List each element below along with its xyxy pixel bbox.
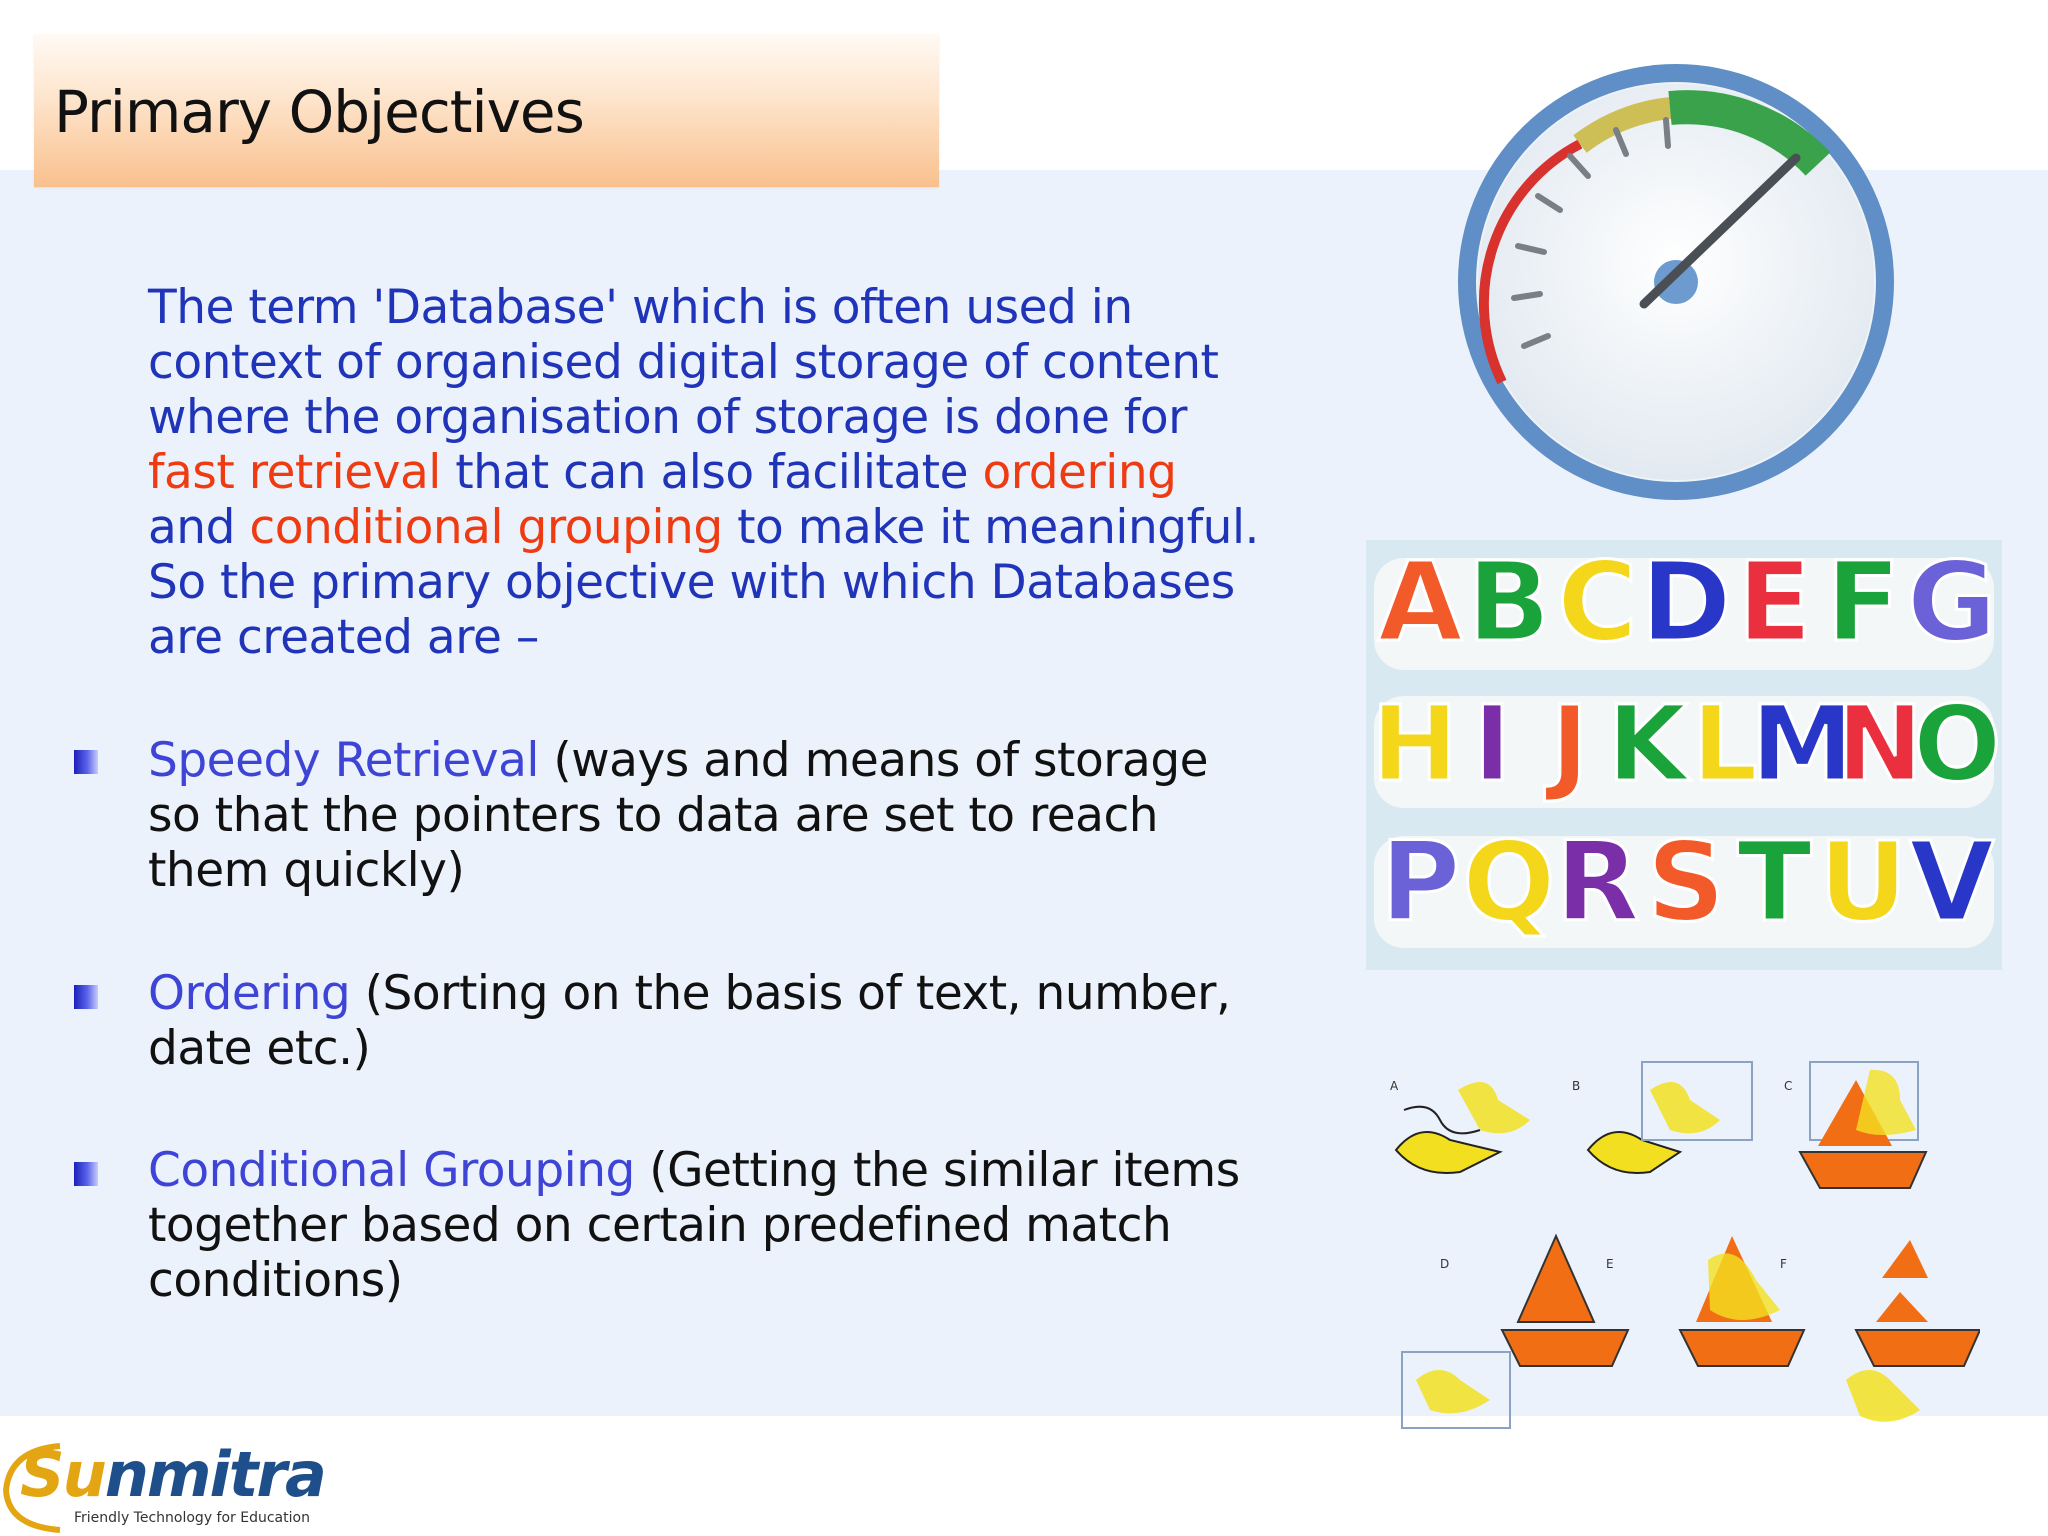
puzzle-letter: K (1606, 683, 1688, 805)
title-banner (34, 34, 939, 187)
intro-paragraph (148, 280, 1268, 665)
shape-label: F (1780, 1257, 1787, 1271)
puzzle-letter: H (1371, 683, 1459, 805)
puzzle-letter: T (1737, 818, 1813, 946)
speedometer-icon (1440, 46, 1920, 516)
puzzle-letter: A (1377, 540, 1463, 666)
intro-text-1: The term 'Database' which is often used in context of organised digital storage of content where the organisation of storage is done for (148, 280, 1219, 445)
puzzle-letter: E (1736, 540, 1813, 666)
shape-label: A (1390, 1079, 1399, 1093)
puzzle-letter: J (1550, 683, 1590, 805)
bullet-item-ordering (148, 966, 1268, 1076)
bullet-term: Ordering (148, 966, 351, 1021)
shape-grouping-image (1380, 1060, 1980, 1440)
bullet-marker-icon (74, 985, 98, 1009)
alphabet-puzzle-image (1366, 540, 2002, 970)
logo-wordmark-su: Su (20, 1438, 105, 1511)
bullet-item-speedy-retrieval (148, 733, 1268, 898)
shape-label: E (1606, 1257, 1614, 1271)
puzzle-letter: S (1646, 818, 1726, 946)
puzzle-letter: Q (1462, 818, 1556, 946)
intro-highlight-fast-retrieval: fast retrieval (148, 445, 441, 500)
logo-tagline: Friendly Technology for Education (74, 1510, 310, 1526)
puzzle-letter: V (1909, 818, 1995, 946)
puzzle-letter: U (1818, 818, 1908, 946)
bullet-marker-icon (74, 1162, 98, 1186)
puzzle-letter: N (1836, 683, 1924, 805)
bullet-term: Speedy Retrieval (148, 733, 539, 788)
bullet-description: (Sorting on the basis of text, number, date etc.) (148, 966, 1231, 1076)
puzzle-letter: L (1691, 683, 1758, 805)
intro-text-4: to make it meaningful. So the primary objective with which Databases are created are – (148, 500, 1259, 665)
puzzle-letter: G (1906, 540, 1997, 666)
intro-highlight-conditional-grouping: conditional grouping (249, 500, 723, 555)
intro-highlight-ordering: ordering (982, 445, 1177, 500)
slide-title: Primary Objectives (54, 78, 584, 146)
puzzle-letter: M (1750, 683, 1854, 805)
puzzle-letter: R (1555, 818, 1640, 946)
shape-label: B (1572, 1079, 1581, 1093)
puzzle-letter: I (1472, 683, 1512, 805)
bullet-marker-icon (74, 750, 98, 774)
puzzle-letter: B (1466, 540, 1551, 666)
sunmitra-logo (0, 1436, 325, 1536)
puzzle-letter: F (1825, 540, 1901, 666)
logo-wordmark (20, 1438, 325, 1511)
puzzle-letter: C (1557, 540, 1638, 666)
intro-text-2: that can also facilitate (440, 445, 983, 500)
logo-wordmark-rest: nmitra (104, 1438, 325, 1511)
puzzle-letter: D (1640, 540, 1732, 666)
bullet-term: Conditional Grouping (148, 1143, 635, 1198)
bullet-description: (Getting the similar items together based on certain predefined match conditions) (148, 1143, 1240, 1308)
intro-text-3: and (148, 500, 250, 555)
bullet-description: (ways and means of storage so that the pointers to data are set to reach them quickly) (148, 733, 1209, 898)
shape-label: D (1440, 1257, 1450, 1271)
puzzle-letter: O (1913, 683, 2002, 805)
shape-label: C (1784, 1079, 1793, 1093)
bullet-item-conditional-grouping (148, 1143, 1268, 1308)
puzzle-letter: P (1379, 818, 1461, 946)
